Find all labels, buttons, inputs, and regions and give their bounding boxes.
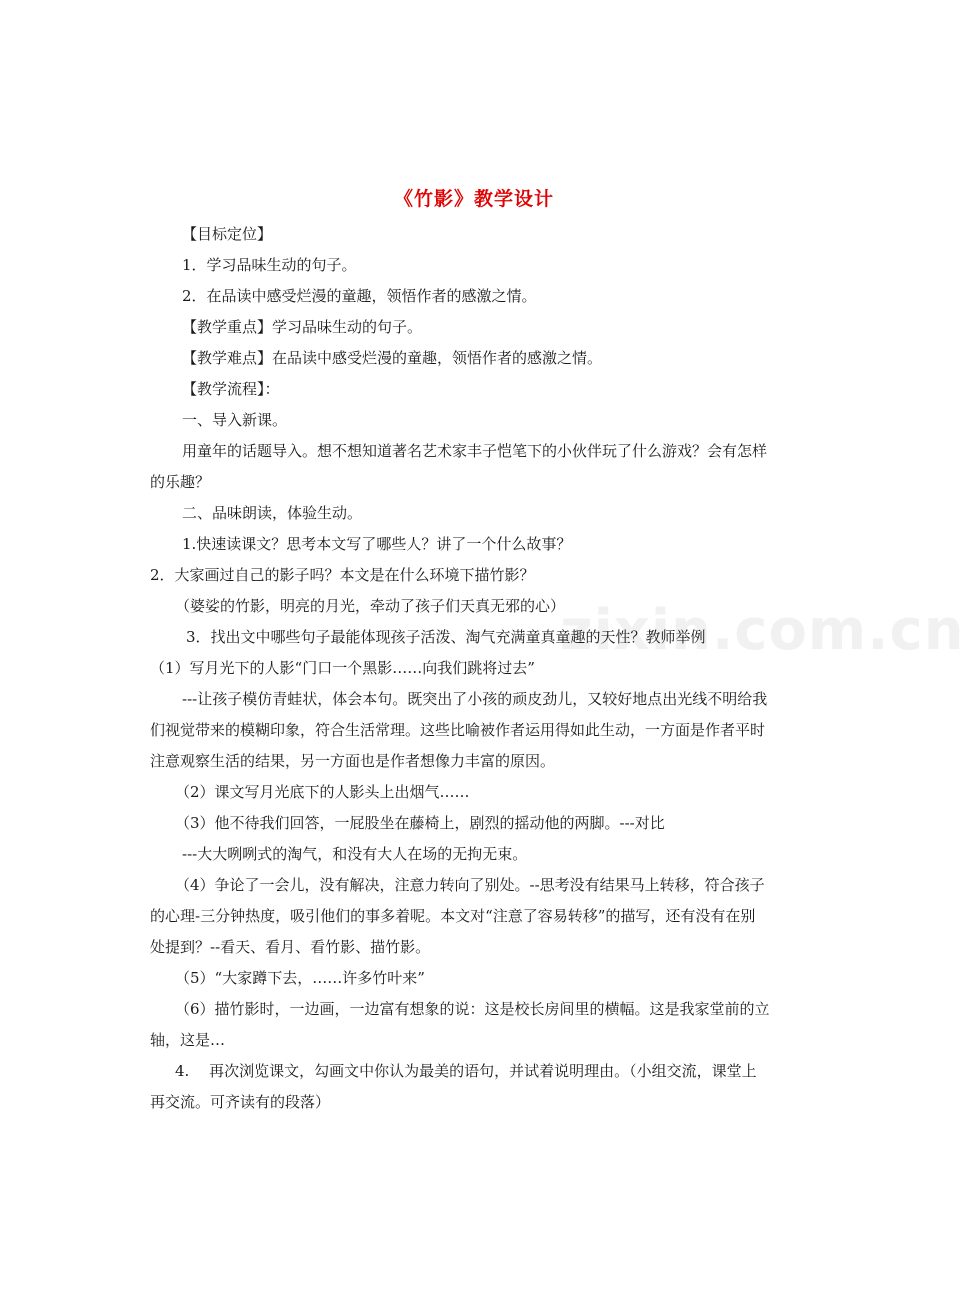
question-4: 4. 再次浏览课文，勾画文中你认为最美的语句，并试着说明理由。（小组交流，课堂上再交流。可齐读有的段落） [150,1062,757,1111]
section-heading-process: 【教学流程】： [182,380,280,398]
example-6: （6）描竹影时，一边画，一边富有想象的说：这是校长房间里的横幅。这是我家堂前的立轴，这是… [150,1000,770,1049]
example-4: （4）争论了一会儿，没有解决，注意力转向了别处。--思考没有结果马上转移，符合孩子的心理-三分钟热度，吸引他们的事多着呢。本文对“注意了容易转移”的描写，还有没有在别处提到？--看天、看月、看竹影、描竹影。 [150,876,765,956]
example-2: （2）课文写月光底下的人影头上出烟气…… [175,783,470,801]
example-3-analysis: ---大大咧咧式的淘气，和没有大人在场的无拘无束。 [182,845,528,863]
goal-item-2: 2．在品读中感受烂漫的童趣，领悟作者的感激之情。 [182,287,537,305]
question-2: 2．大家画过自己的影子吗？本文是在什么环境下描竹影？ [150,566,535,584]
document-body [150,219,770,1118]
key-point: 【教学重点】学习品味生动的句子。 [182,318,423,336]
question-3: 3．找出文中哪些句子最能体现孩子活泼、淘气充满童真童趣的天性？教师举例 [186,628,706,646]
step-2-heading: 二、品味朗读，体验生动。 [182,504,363,522]
example-1: （1）写月光下的人影“门口一个黑影……向我们跳将过去” [150,659,535,677]
difficult-point: 【教学难点】在品读中感受烂漫的童趣，领悟作者的感激之情。 [182,349,603,367]
example-1-analysis: ---让孩子模仿青蛙状，体会本句。既突出了小孩的顽皮劲儿，又较好地点出光线不明给我们视觉带来的模糊印象，符合生活常理。这些比喻被作者运用得如此生动，一方面是作者平时注意观察生活的结果，另一方面也是作者想像力丰富的原因。 [150,690,768,770]
example-3: （3）他不待我们回答，一屁股坐在藤椅上，剧烈的摇动他的两脚。---对比 [175,814,665,832]
step-1-paragraph: 用童年的话题导入。想不想知道著名艺术家丰子恺笔下的小伙伴玩了什么游戏？会有怎样的乐趣？ [150,442,768,491]
document-title: 《竹影》教学设计 [393,188,554,210]
example-5: （5）“大家蹲下去，……许多竹叶来” [175,969,425,987]
section-heading-goals: 【目标定位】 [182,225,273,243]
step-1-heading: 一、导入新课。 [182,411,288,429]
question-1: 1.快速读课文？思考本文写了哪些人？讲了一个什么故事？ [182,535,572,553]
watermark: zixin.com.cn [560,598,965,663]
goal-item-1: 1．学习品味生动的句子。 [182,256,357,274]
question-2-answer: （婆娑的竹影，明亮的月光，牵动了孩子们天真无邪的心） [175,597,566,615]
